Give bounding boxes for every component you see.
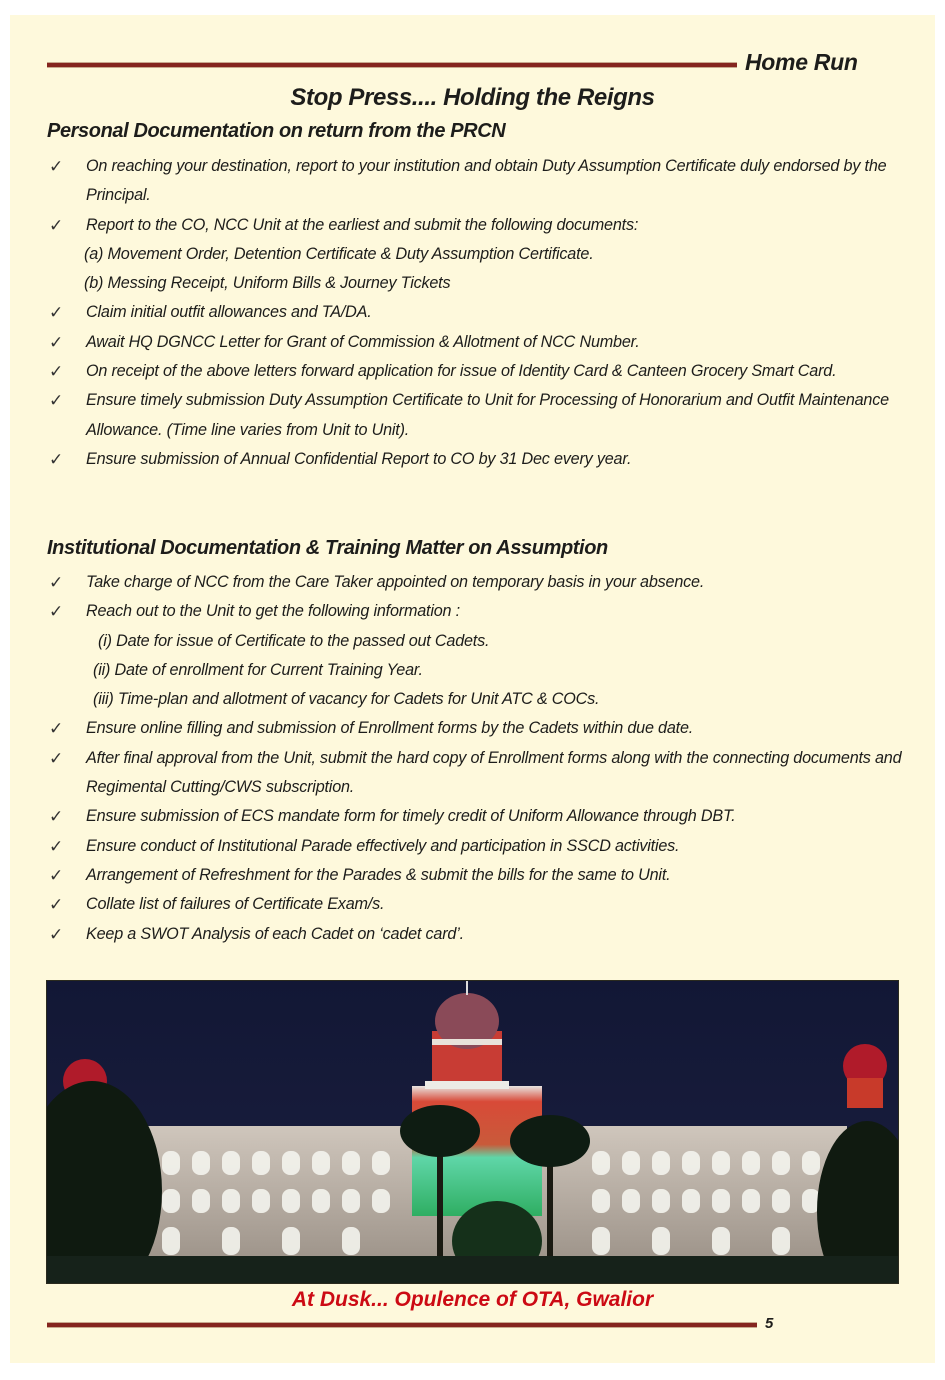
list-item: ✓ On reaching your destination, report to your institution and obtain Duty Assumption Certificate duly endorsed by the Principal. [47, 152, 907, 211]
list-item: ✓ Collate list of failures of Certificate Exam/s. [47, 890, 907, 919]
list-item: ✓ Report to the CO, NCC Unit at the earliest and submit the following documents: (a) Movement Order, Detention Certificate & Duty Assumption Certificate. (b) Messing Receipt, Uniform Bills & Journey Tickets [47, 211, 907, 299]
running-title: Home Run [745, 49, 858, 75]
header-rule [47, 62, 737, 68]
checkmark-icon: ✓ [49, 215, 64, 235]
list-item: ✓ Await HQ DGNCC Letter for Grant of Commission & Allotment of NCC Number. [47, 328, 907, 357]
checkmark-icon: ✓ [49, 391, 64, 411]
section-heading-institutional: Institutional Documentation & Training Matter on Assumption [47, 537, 608, 559]
checkmark-icon: ✓ [49, 573, 64, 592]
sub-item: (b) Messing Receipt, Uniform Bills & Journey Tickets [84, 274, 451, 293]
list-item: ✓ Ensure online filling and submission of Enrollment forms by the Cadets within due date. [47, 714, 907, 743]
sub-item: (ii) Date of enrollment for Current Training Year. [93, 660, 423, 679]
list-item: ✓ Claim initial outfit allowances and TA/DA. [47, 298, 907, 327]
checkmark-icon: ✓ [49, 157, 64, 176]
list-item: ✓ Ensure conduct of Institutional Parade effectively and participation in SSCD activities. [47, 832, 907, 861]
checkmark-icon: ✓ [49, 807, 64, 827]
list-item: ✓ On receipt of the above letters forward application for issue of Identity Card & Canteen Grocery Smart Card. [47, 357, 907, 386]
checkmark-icon: ✓ [49, 836, 64, 856]
list-item: ✓ Ensure submission of Annual Confidential Report to CO by 31 Dec every year. [47, 445, 907, 474]
palace-illustration [47, 981, 899, 1284]
checkmark-icon: ✓ [49, 449, 64, 469]
list-item: ✓ Ensure timely submission Duty Assumption Certificate to Unit for Processing of Honorarium and Outfit Maintenance Allowance. (Time line varies from Unit to Unit). [47, 386, 907, 445]
personal-documentation-list [47, 152, 907, 474]
checkmark-icon: ✓ [49, 748, 64, 768]
list-item: ✓ After final approval from the Unit, submit the hard copy of Enrollment forms along with the connecting documents and Regimental Cutting/CWS subscription. [47, 744, 907, 803]
ota-gwalior-night-photo [46, 980, 899, 1284]
list-item: ✓ Arrangement of Refreshment for the Parades & submit the bills for the same to Unit. [47, 861, 907, 890]
footer-rule [47, 1322, 757, 1328]
checkmark-icon: ✓ [49, 924, 64, 944]
institutional-documentation-list [47, 568, 907, 949]
page-title: Stop Press.... Holding the Reigns [290, 84, 655, 111]
list-item: ✓ Ensure submission of ECS mandate form for timely credit of Uniform Allowance through DBT. [47, 802, 907, 831]
checkmark-icon: ✓ [49, 719, 64, 739]
checkmark-icon: ✓ [49, 362, 64, 382]
sub-item: (a) Movement Order, Detention Certificate & Duty Assumption Certificate. [84, 244, 594, 263]
checkmark-icon: ✓ [49, 865, 64, 885]
list-item: ✓ Keep a SWOT Analysis of each Cadet on ‘cadet card’. [47, 920, 907, 949]
checkmark-icon: ✓ [49, 332, 64, 352]
page-number: 5 [765, 1315, 774, 1332]
checkmark-icon: ✓ [49, 303, 64, 323]
checkmark-icon: ✓ [49, 602, 64, 622]
list-item: ✓ Take charge of NCC from the Care Taker appointed on temporary basis in your absence. [47, 568, 907, 597]
photo-caption: At Dusk... Opulence of OTA, Gwalior [291, 1288, 654, 1311]
sub-item: (i) Date for issue of Certificate to the passed out Cadets. [98, 631, 490, 650]
section-heading-personal: Personal Documentation on return from the PRCN [47, 120, 506, 142]
sub-item: (iii) Time-plan and allotment of vacancy for Cadets for Unit ATC & COCs. [93, 690, 600, 709]
list-item: ✓ Reach out to the Unit to get the following information : (i) Date for issue of Certificate to the passed out Cadets. (ii) Date of enrollment for Current Training Year. (iii) Time-plan and allotment of vacancy for Cadets for Unit ATC & COCs. [47, 597, 907, 714]
checkmark-icon: ✓ [49, 895, 64, 915]
